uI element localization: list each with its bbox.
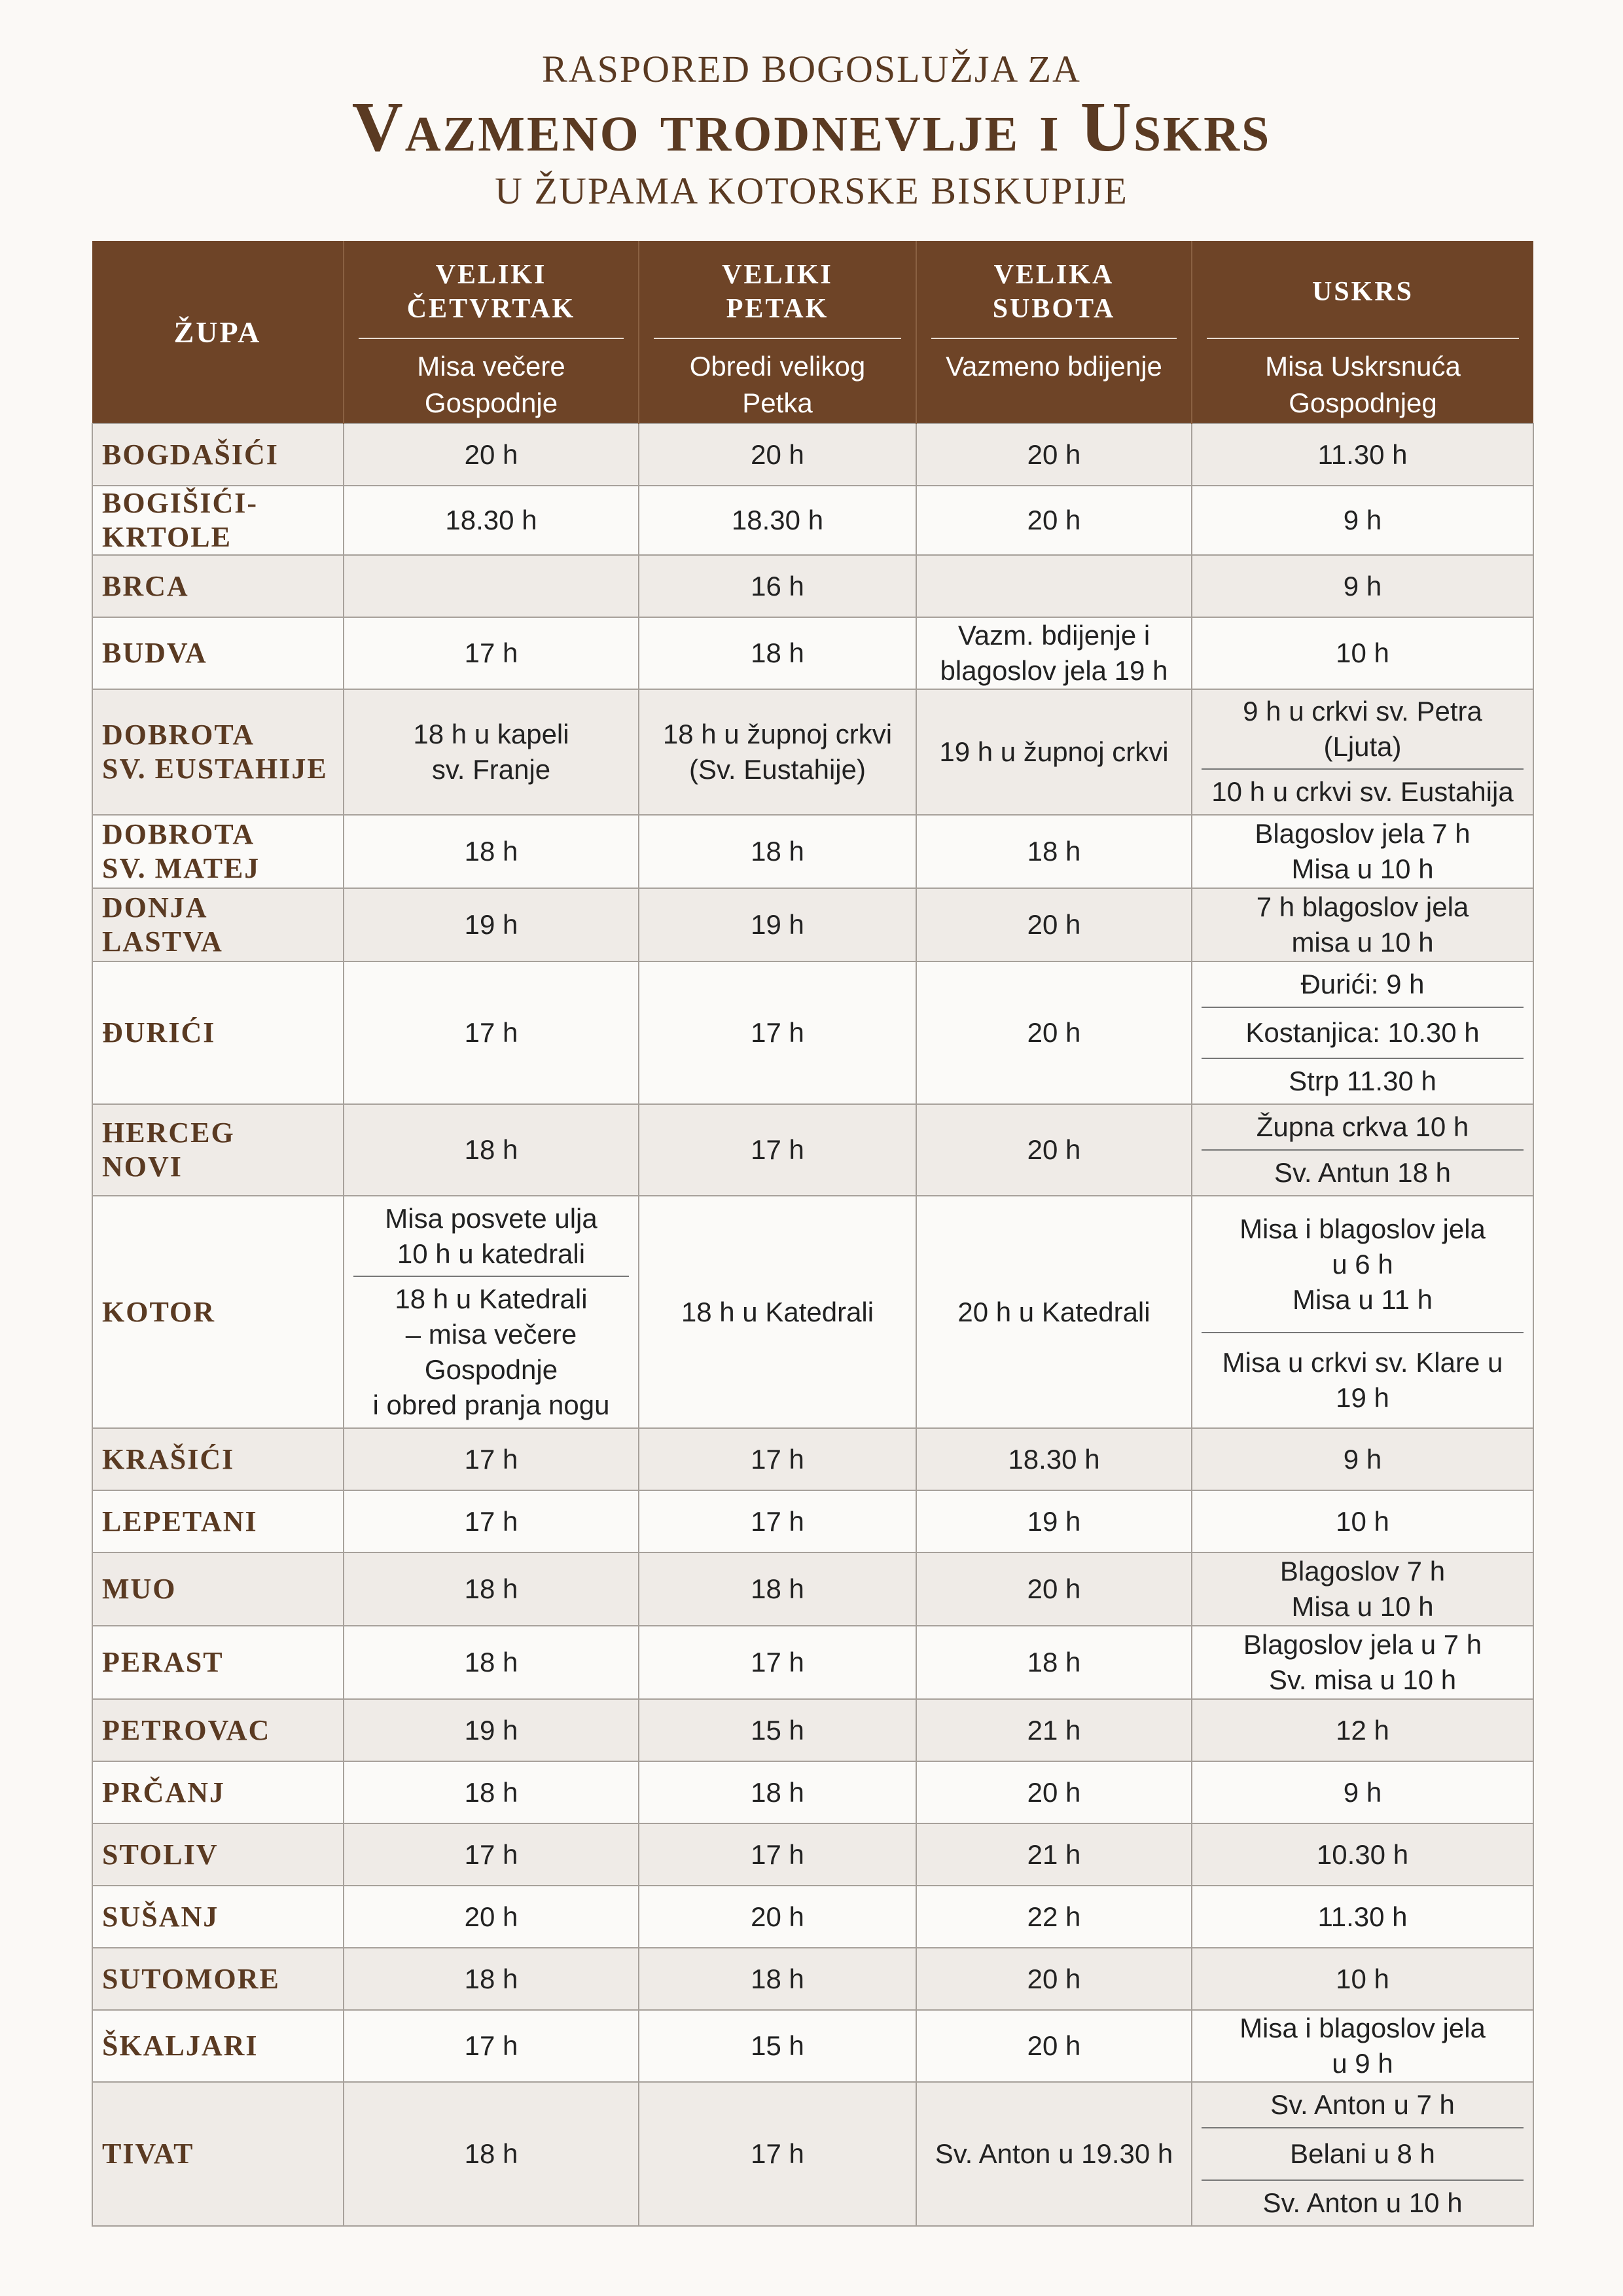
schedule-table — [92, 241, 1534, 2227]
schedule-entry: Sv. Antun 18 h — [1202, 1149, 1524, 1195]
parish-name: DOBROTA SV. MATEJ — [92, 815, 344, 888]
column-title-saturday: VELIKA SUBOTA — [931, 241, 1177, 339]
cell-saturday: 19 h — [916, 1490, 1192, 1552]
page-title: Vazmeno trodnevlje i Uskrs — [351, 88, 1272, 166]
cell-friday: 20 h — [639, 1886, 916, 1948]
cell-easter: 9 h — [1192, 486, 1533, 555]
cell-thursday: 17 h — [344, 617, 639, 689]
column-header-thursday — [344, 241, 639, 423]
parish-name: ĐURIĆI — [92, 961, 344, 1104]
cell-segments — [1202, 1105, 1524, 1195]
cell-friday: 17 h — [639, 1428, 916, 1490]
cell-saturday: 20 h — [916, 1761, 1192, 1823]
schedule-entry: 10 h u crkvi sv. Eustahija — [1202, 768, 1524, 814]
cell-thursday: 20 h — [344, 1886, 639, 1948]
table-row — [92, 1626, 1533, 1699]
cell-segments — [353, 1197, 629, 1427]
cell-friday: 18 h — [639, 1552, 916, 1626]
parish-name: DONJA LASTVA — [92, 888, 344, 961]
table-body — [92, 423, 1533, 2226]
cell-thursday: 18.30 h — [344, 486, 639, 555]
schedule-entry: Sv. Anton u 10 h — [1202, 2179, 1524, 2225]
parish-name: SUŠANJ — [92, 1886, 344, 1948]
cell-saturday: 18.30 h — [916, 1428, 1192, 1490]
table-row — [92, 815, 1533, 888]
table-row — [92, 1428, 1533, 1490]
table-row — [92, 423, 1533, 486]
parish-name: PRČANJ — [92, 1761, 344, 1823]
table-header-row — [92, 241, 1533, 423]
cell-saturday: 20 h — [916, 423, 1192, 486]
cell-easter — [1192, 961, 1533, 1104]
table-row — [92, 1490, 1533, 1552]
cell-friday: 18 h u Katedrali — [639, 1196, 916, 1428]
parish-name: BOGIŠIĆI- KRTOLE — [92, 486, 344, 555]
cell-thursday: 18 h — [344, 1104, 639, 1196]
schedule-entry: Misa i blagoslov jela u 6 h Misa u 11 h — [1240, 1213, 1486, 1315]
table-row — [92, 1761, 1533, 1823]
cell-saturday: 20 h — [916, 1948, 1192, 2010]
cell-easter — [1192, 1104, 1533, 1196]
cell-thursday: 19 h — [344, 888, 639, 961]
cell-thursday: 17 h — [344, 961, 639, 1104]
cell-friday: 18 h u župnoj crkvi (Sv. Eustahije) — [639, 689, 916, 815]
column-subtitle-thursday: Misa večere Gospodnje — [417, 351, 565, 418]
table-row — [92, 888, 1533, 961]
cell-segments — [1202, 962, 1524, 1103]
cell-saturday: 20 h u Katedrali — [916, 1196, 1192, 1428]
cell-easter: 9 h — [1192, 1428, 1533, 1490]
parish-name: TIVAT — [92, 2082, 344, 2226]
column-header-easter — [1192, 241, 1533, 423]
cell-easter: 12 h — [1192, 1699, 1533, 1761]
cell-saturday: 20 h — [916, 961, 1192, 1104]
schedule-entry: Sv. Anton u 7 h — [1270, 2089, 1455, 2120]
cell-easter: Blagoslov 7 h Misa u 10 h — [1192, 1552, 1533, 1626]
table-row — [92, 2010, 1533, 2082]
cell-friday: 17 h — [639, 1490, 916, 1552]
schedule-entry: Župna crkva 10 h — [1256, 1111, 1469, 1142]
schedule-entry: Belani u 8 h — [1202, 2127, 1524, 2179]
cell-saturday: 20 h — [916, 486, 1192, 555]
cell-thursday: 18 h u kapeli sv. Franje — [344, 689, 639, 815]
schedule-entry: 18 h u Katedrali – misa večere Gospodnje i obred pranja nogu — [353, 1276, 629, 1427]
column-header-zupa: ŽUPA — [92, 241, 344, 423]
cell-saturday: 20 h — [916, 888, 1192, 961]
cell-thursday: 20 h — [344, 423, 639, 486]
column-header-friday — [639, 241, 916, 423]
cell-thursday: 17 h — [344, 1823, 639, 1886]
schedule-entry: Kostanjica: 10.30 h — [1202, 1007, 1524, 1058]
parish-name: PERAST — [92, 1626, 344, 1699]
table-row — [92, 1948, 1533, 2010]
cell-thursday: 18 h — [344, 1552, 639, 1626]
schedule-entry: Misa u crkvi sv. Klare u 19 h — [1202, 1332, 1524, 1427]
cell-easter: 10 h — [1192, 1948, 1533, 2010]
cell-saturday — [916, 555, 1192, 617]
parish-name: STOLIV — [92, 1823, 344, 1886]
table-row — [92, 617, 1533, 689]
table-row — [92, 1104, 1533, 1196]
cell-easter: Blagoslov jela u 7 h Sv. misa u 10 h — [1192, 1626, 1533, 1699]
parish-name: KRAŠIĆI — [92, 1428, 344, 1490]
cell-easter: 10 h — [1192, 1490, 1533, 1552]
cell-segments — [1202, 2083, 1524, 2225]
cell-friday: 18 h — [639, 617, 916, 689]
schedule-entry: 9 h u crkvi sv. Petra (Ljuta) — [1243, 696, 1482, 762]
cell-friday: 17 h — [639, 1823, 916, 1886]
cell-thursday: 19 h — [344, 1699, 639, 1761]
title-line-3: U ŽUPAMA KOTORSKE BISKUPIJE — [495, 170, 1128, 212]
cell-thursday: 17 h — [344, 1428, 639, 1490]
table-row — [92, 1699, 1533, 1761]
cell-thursday — [344, 1196, 639, 1428]
cell-saturday: 21 h — [916, 1823, 1192, 1886]
cell-thursday: 18 h — [344, 1761, 639, 1823]
table-row — [92, 555, 1533, 617]
cell-friday: 18 h — [639, 1761, 916, 1823]
cell-thursday: 17 h — [344, 1490, 639, 1552]
schedule-entry: Strp 11.30 h — [1202, 1058, 1524, 1103]
cell-saturday: 18 h — [916, 815, 1192, 888]
cell-thursday: 17 h — [344, 2010, 639, 2082]
cell-saturday: 20 h — [916, 1552, 1192, 1626]
cell-friday: 19 h — [639, 888, 916, 961]
cell-friday: 16 h — [639, 555, 916, 617]
column-title-friday: VELIKI PETAK — [654, 241, 901, 339]
cell-easter: 9 h — [1192, 1761, 1533, 1823]
column-subtitle-saturday: Vazmeno bdijenje — [946, 351, 1162, 382]
cell-thursday — [344, 555, 639, 617]
cell-friday: 18 h — [639, 1948, 916, 2010]
column-title-easter: USKRS — [1207, 241, 1519, 339]
cell-saturday: 18 h — [916, 1626, 1192, 1699]
cell-easter: 11.30 h — [1192, 1886, 1533, 1948]
parish-name: SUTOMORE — [92, 1948, 344, 2010]
cell-saturday: Sv. Anton u 19.30 h — [916, 2082, 1192, 2226]
table-row — [92, 1196, 1533, 1428]
cell-saturday: 21 h — [916, 1699, 1192, 1761]
table-row — [92, 1823, 1533, 1886]
cell-easter: 10 h — [1192, 617, 1533, 689]
cell-saturday: Vazm. bdijenje i blagoslov jela 19 h — [916, 617, 1192, 689]
cell-easter: 11.30 h — [1192, 423, 1533, 486]
cell-easter — [1192, 689, 1533, 815]
cell-saturday: 19 h u župnoj crkvi — [916, 689, 1192, 815]
cell-segments — [1202, 690, 1524, 814]
parish-name: MUO — [92, 1552, 344, 1626]
cell-saturday: 22 h — [916, 1886, 1192, 1948]
cell-friday: 20 h — [639, 423, 916, 486]
cell-segments — [1202, 1196, 1524, 1427]
column-header-saturday — [916, 241, 1192, 423]
column-subtitle-friday: Obredi velikog Petka — [689, 351, 866, 418]
table-row — [92, 1886, 1533, 1948]
cell-thursday: 18 h — [344, 815, 639, 888]
parish-name: BRCA — [92, 555, 344, 617]
parish-name: PETROVAC — [92, 1699, 344, 1761]
schedule-entry: Đurići: 9 h — [1300, 969, 1425, 999]
table-row — [92, 689, 1533, 815]
table-row — [92, 961, 1533, 1104]
title-line-1: RASPORED BOGOSLUŽJA ZA — [542, 48, 1081, 90]
cell-easter: 9 h — [1192, 555, 1533, 617]
cell-friday: 17 h — [639, 2082, 916, 2226]
cell-friday: 17 h — [639, 1626, 916, 1699]
column-subtitle-easter: Misa Uskrsnuća Gospodnjeg — [1265, 351, 1461, 418]
cell-saturday: 20 h — [916, 1104, 1192, 1196]
cell-easter — [1192, 2082, 1533, 2226]
parish-name: HERCEG NOVI — [92, 1104, 344, 1196]
table-row — [92, 2082, 1533, 2226]
parish-name: KOTOR — [92, 1196, 344, 1428]
cell-easter: 7 h blagoslov jela misa u 10 h — [1192, 888, 1533, 961]
column-title-thursday: VELIKI ČETVRTAK — [359, 241, 624, 339]
cell-easter: Blagoslov jela 7 h Misa u 10 h — [1192, 815, 1533, 888]
cell-friday: 18.30 h — [639, 486, 916, 555]
cell-easter — [1192, 1196, 1533, 1428]
cell-friday: 17 h — [639, 961, 916, 1104]
table-row — [92, 486, 1533, 555]
cell-friday: 17 h — [639, 1104, 916, 1196]
cell-thursday: 18 h — [344, 2082, 639, 2226]
cell-friday: 15 h — [639, 1699, 916, 1761]
cell-easter: Misa i blagoslov jela u 9 h — [1192, 2010, 1533, 2082]
cell-thursday: 18 h — [344, 1948, 639, 2010]
parish-name: BOGDAŠIĆI — [92, 423, 344, 486]
cell-saturday: 20 h — [916, 2010, 1192, 2082]
cell-friday: 18 h — [639, 815, 916, 888]
parish-name: BUDVA — [92, 617, 344, 689]
parish-name: ŠKALJARI — [92, 2010, 344, 2082]
parish-name: DOBROTA SV. EUSTAHIJE — [92, 689, 344, 815]
cell-friday: 15 h — [639, 2010, 916, 2082]
parish-name: LEPETANI — [92, 1490, 344, 1552]
schedule-entry: Misa posvete ulja 10 h u katedrali — [385, 1202, 597, 1269]
cell-easter: 10.30 h — [1192, 1823, 1533, 1886]
cell-thursday: 18 h — [344, 1626, 639, 1699]
table-row — [92, 1552, 1533, 1626]
